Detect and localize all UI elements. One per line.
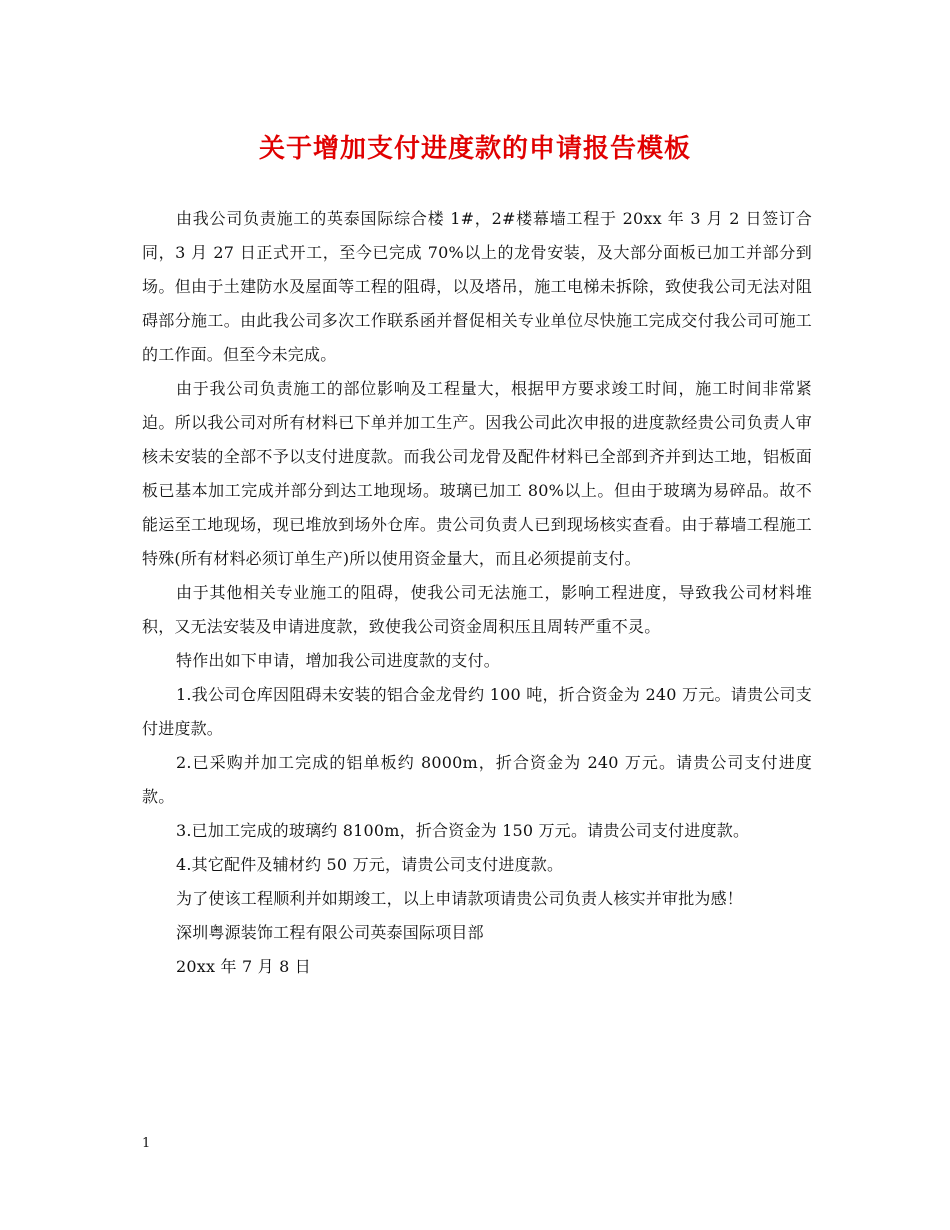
closing-paragraph: 为了使该工程顺利并如期竣工，以上申请款项请贵公司负责人核实并审批为感！ — [176, 889, 744, 908]
list-item-3: 3.已加工完成的玻璃约 8100m，折合资金为 150 万元。请贵公司支付进度款。 — [176, 821, 750, 840]
paragraph-3: 由于其他相关专业施工的阻碍，使我公司无法施工，影响工程进度，导致我公司材料堆积，又无法安装及申请进度款，致使我公司资金周积压且周转严重不灵。 — [142, 583, 812, 636]
paragraph-4: 特作出如下申请，增加我公司进度款的支付。 — [176, 651, 501, 670]
page-number: 1 — [142, 1136, 151, 1151]
paragraph-1: 由我公司负责施工的英泰国际综合楼 1#，2#楼幕墙工程于 20xx 年 3 月 2 日签订合同，3 月 27 日正式开工，至今已完成 70%以上的龙骨安装，及大部分面板已加工并部分到场。但由于土建防水及屋面等工程的阻碍，以及塔吊，施工电梯未拆除，致使我公司无法对阻碍部分施工。由此我公司多次工作联系函并督促相关专业单位尽快施工完成交付我公司可施工的工作面。但至今未完成。 — [142, 209, 812, 364]
page-title: 关于增加支付进度款的申请报告模板 — [258, 134, 691, 164]
date: 20xx 年 7 月 8 日 — [176, 957, 311, 976]
signature: 深圳粤源装饰工程有限公司英泰国际项目部 — [176, 923, 484, 942]
list-item-1: 1.我公司仓库因阻碍未安装的铝合金龙骨约 100 吨，折合资金为 240 万元。请贵公司支付进度款。 — [142, 685, 812, 738]
paragraph-2: 由于我公司负责施工的部位影响及工程量大，根据甲方要求竣工时间，施工时间非常紧迫。所以我公司对所有材料已下单并加工生产。因我公司此次申报的进度款经贵公司负责人审核未安装的全部不予以支付进度款。而我公司龙骨及配件材料已全部到齐并到达工地，铝板面板已基本加工完成并部分到达工地现场。玻璃已加工 80%以上。但由于玻璃为易碎品。故不能运至工地现场，现已堆放到场外仓库。贵公司负责人已到现场核实查看。由于幕墙工程施工特殊(所有材料必须订单生产)所以使用资金量大，而且必须提前支付。 — [142, 379, 812, 568]
list-item-2: 2.已采购并加工完成的铝单板约 8000m，折合资金为 240 万元。请贵公司支付进度款。 — [142, 753, 812, 806]
list-item-4: 4.其它配件及辅材约 50 万元，请贵公司支付进度款。 — [176, 855, 564, 874]
document-body — [142, 202, 812, 984]
